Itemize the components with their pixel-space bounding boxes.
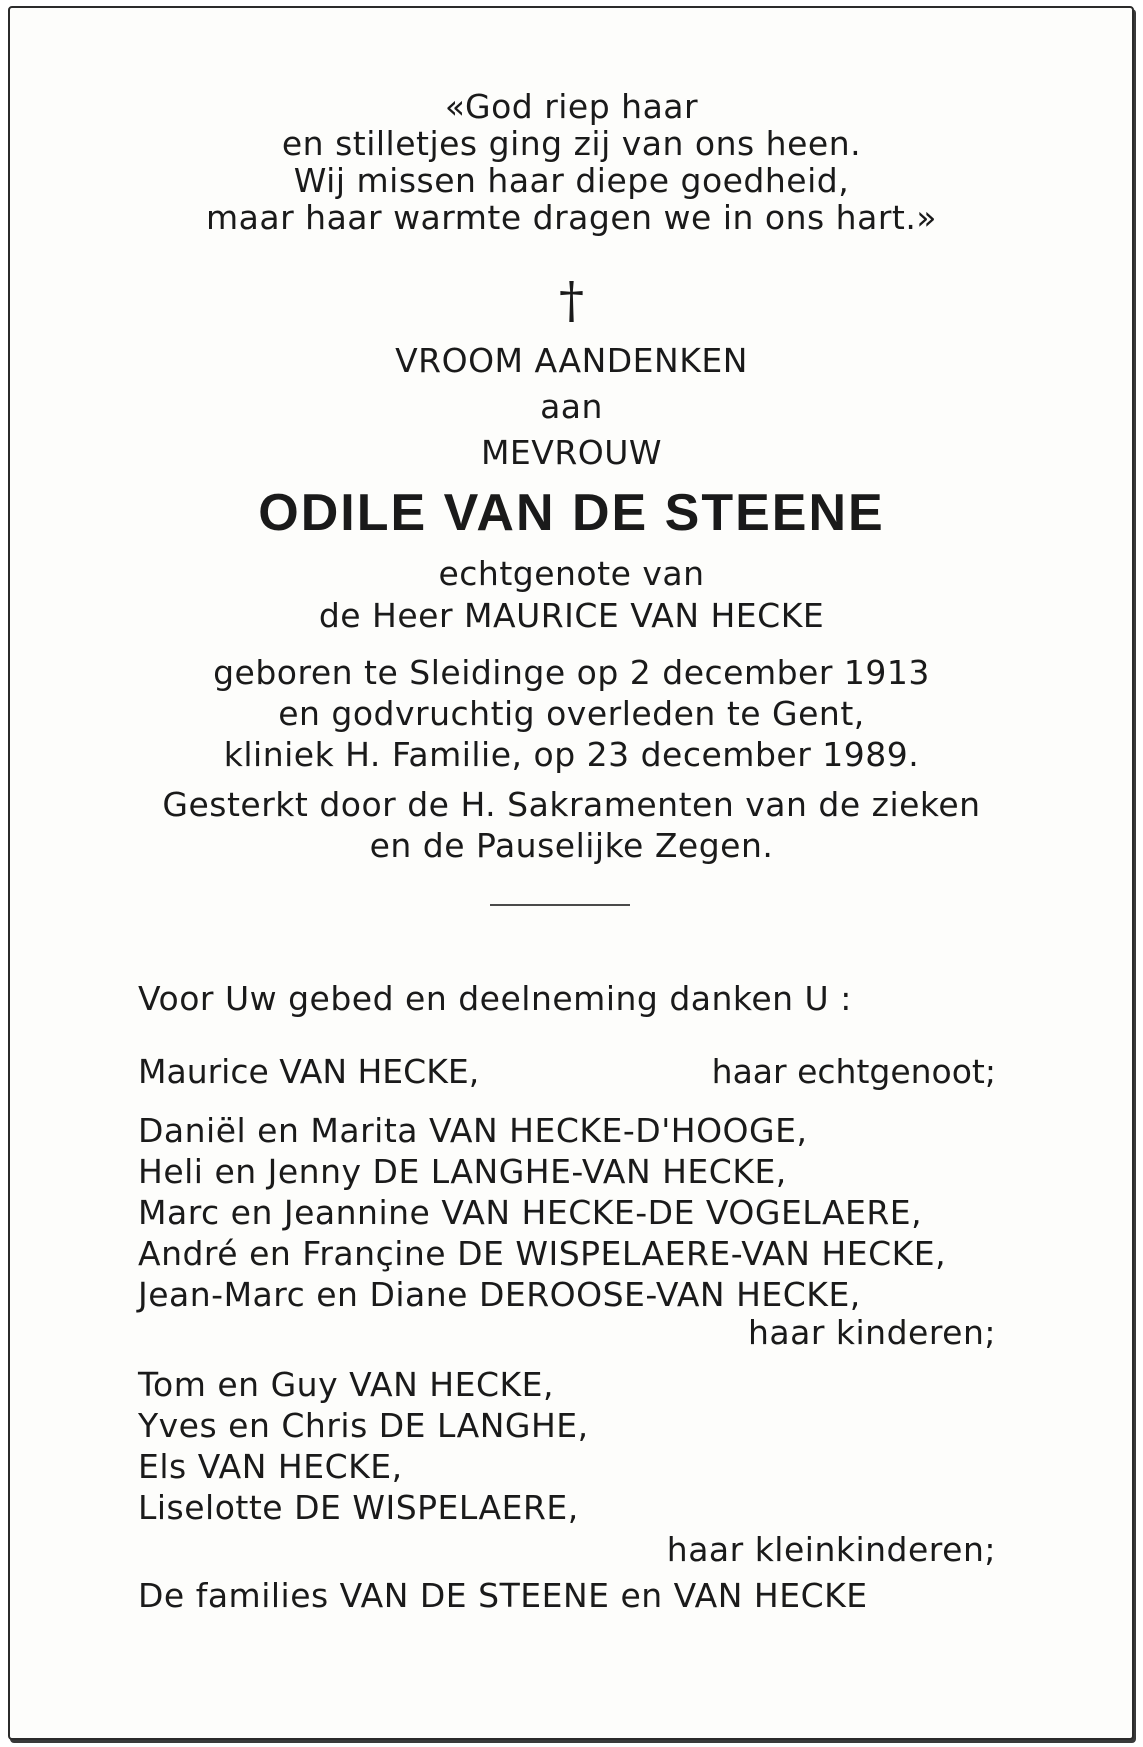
grandchild-entry: Tom en Guy VAN HECKE,	[138, 1365, 554, 1404]
birth-death-line: kliniek H. Familie, op 23 december 1989.	[223, 735, 920, 774]
sacraments-line: Gesterkt door de H. Sakramenten van de zieken	[162, 785, 981, 824]
grandchildren-list	[138, 1364, 589, 1528]
poem	[0, 88, 1143, 236]
memorial-heading	[0, 338, 1143, 476]
birth-death-line: en godvruchtig overleden te Gent,	[278, 694, 865, 733]
child-entry: André en Françine DE WISPELAERE-VAN HECKE,	[138, 1234, 947, 1273]
children-list	[138, 1110, 946, 1315]
poem-line: maar haar warmte dragen we in ons hart.»	[206, 198, 937, 237]
child-entry: Jean-Marc en Diane DEROOSE-VAN HECKE,	[138, 1275, 861, 1314]
spouse-line: de Heer MAURICE VAN HECKE	[318, 596, 825, 635]
spouse-info	[0, 553, 1143, 637]
birth-death-info	[0, 652, 1143, 775]
sacraments-info	[0, 784, 1143, 866]
husband-row	[138, 1051, 996, 1093]
birth-death-line: geboren te Sleidinge op 2 december 1913	[213, 653, 930, 692]
husband-role: haar echtgenoot;	[711, 1052, 996, 1091]
heading-line: aan	[540, 387, 603, 426]
poem-line: en stilletjes ging zij van ons heen.	[281, 124, 862, 163]
grandchild-entry: Els VAN HECKE,	[138, 1447, 403, 1486]
child-entry: Daniël en Marita VAN HECKE-D'HOOGE,	[138, 1111, 808, 1150]
sacraments-line: en de Pauselijke Zegen.	[369, 826, 774, 865]
spouse-line: echtgenote van	[438, 554, 705, 593]
children-role: haar kinderen;	[747, 1313, 996, 1352]
thanks-line: Voor Uw gebed en deelneming danken U :	[138, 979, 852, 1018]
families-line: De families VAN DE STEENE en VAN HECKE	[138, 1576, 868, 1615]
poem-line: Wij missen haar diepe goedheid,	[293, 161, 850, 200]
child-entry: Marc en Jeannine VAN HECKE-DE VOGELAERE,	[138, 1193, 923, 1232]
cross-icon: †	[559, 271, 584, 329]
grandchild-entry: Liselotte DE WISPELAERE,	[138, 1488, 579, 1527]
grandchildren-role: haar kleinkinderen;	[666, 1530, 996, 1569]
husband-name: Maurice VAN HECKE,	[138, 1052, 480, 1091]
divider	[490, 904, 630, 906]
poem-line: «God riep haar	[444, 87, 699, 126]
heading-line: MEVROUW	[480, 433, 663, 472]
child-entry: Heli en Jenny DE LANGHE-VAN HECKE,	[138, 1152, 787, 1191]
deceased-name: ODILE VAN DE STEENE	[258, 484, 885, 542]
grandchild-entry: Yves en Chris DE LANGHE,	[138, 1406, 589, 1445]
heading-line: VROOM AANDENKEN	[395, 341, 748, 380]
